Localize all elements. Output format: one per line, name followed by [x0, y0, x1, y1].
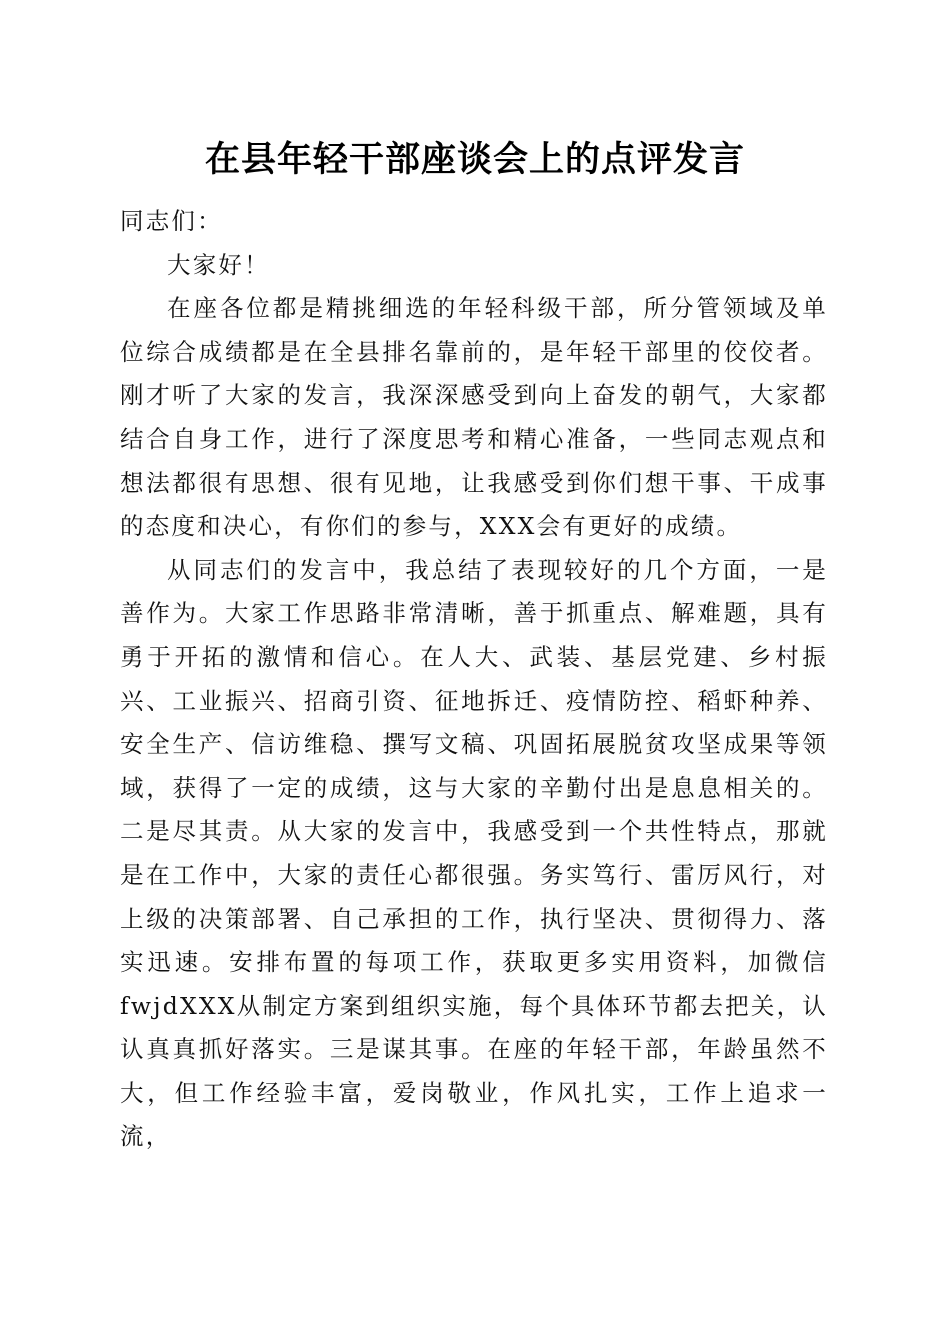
paragraph-summary: 从同志们的发言中，我总结了表现较好的几个方面，一是善作为。大家工作思路非常清晰，善于抓重点、解难题，具有勇于开拓的激情和信心。在人大、武装、基层党建、乡村振兴、工业振兴、招商引资、征地拆迁、疫情防控、稻虾种养、安全生产、信访维稳、撰写文稿、巩固拓展脱贫攻坚成果等领域，获得了一定的成绩，这与大家的辛勤付出是息息相关的。二是尽其责。从大家的发言中，我感受到一个共性特点，那就是在工作中，大家的责任心都很强。务实笃行、雷厉风行，对上级的决策部署、自己承担的工作，执行坚决、贯彻得力、落实迅速。安排布置的每项工作，获取更多实用资料，加微信fwjdXXX从制定方案到组织实施，每个具体环节都去把关，认认真真抓好落实。三是谋其事。在座的年轻干部，年龄虽然不大，但工作经验丰富，爱岗敬业，作风扎实，工作上追求一流， — [120, 555, 828, 1151]
document-body — [120, 200, 828, 1159]
paragraph-praise: 在座各位都是精挑细选的年轻科级干部，所分管领域及单位综合成绩都是在全县排名靠前的，是年轻干部里的佼佼者。刚才听了大家的发言，我深深感受到向上奋发的朝气，大家都结合自身工作，进行了深度思考和精心准备，一些同志观点和想法都很有思想、很有见地，让我感受到你们想干事、干成事的态度和决心，有你们的参与，XXX会有更好的成绩。 — [120, 294, 828, 541]
greeting: 大家好！ — [167, 250, 270, 279]
document-title: 在县年轻干部座谈会上的点评发言 — [204, 139, 745, 180]
salutation: 同志们： — [120, 207, 223, 235]
